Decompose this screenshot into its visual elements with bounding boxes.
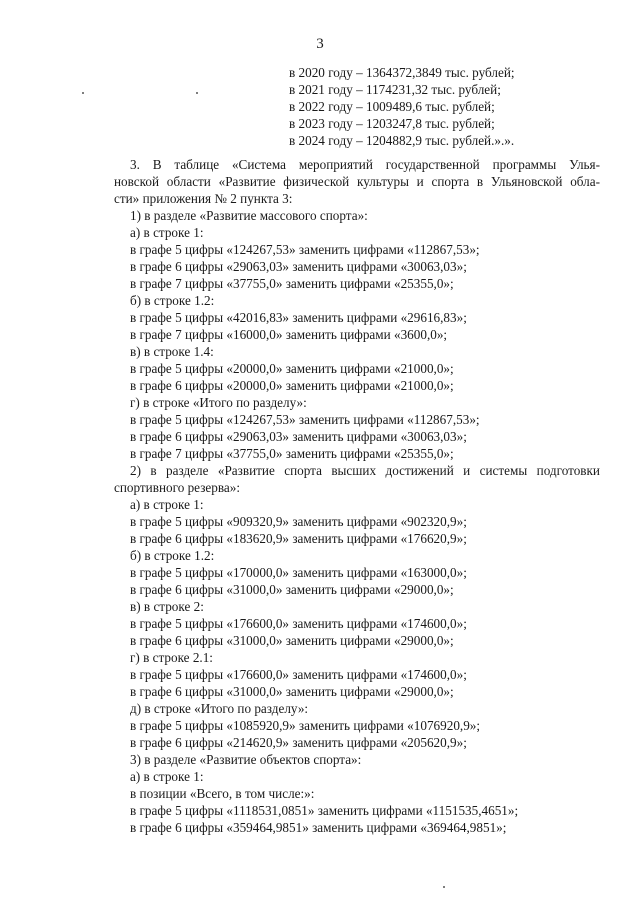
section-heading: 1) в разделе «Развитие массового спорта»: xyxy=(130,208,368,223)
amendment-line: в графе 5 цифры «124267,53» заменить цифрами «112867,53»; xyxy=(130,412,480,427)
row-heading: д) в строке «Итого по разделу»: xyxy=(130,701,309,716)
amendment-line: в графе 5 цифры «1118531,0851» заменить цифрами «1151535,4651»; xyxy=(130,803,519,818)
row-heading: г) в строке «Итого по разделу»: xyxy=(130,395,307,410)
row-heading: б) в строке 1.2: xyxy=(130,293,215,308)
amendment-line: в графе 6 цифры «183620,9» заменить цифрами «176620,9»; xyxy=(130,531,467,546)
paragraph-3-line-2: новской области «Развитие физической культуры и спорта в Ульяновской обла- xyxy=(114,174,600,189)
section-heading: 2) в разделе «Развитие спорта высших достижений и системы подготовки xyxy=(130,463,600,478)
scan-speck xyxy=(443,886,445,888)
row-heading: в) в строке 1.4: xyxy=(130,344,214,359)
amendment-line: в графе 5 цифры «176600,0» заменить цифрами «174600,0»; xyxy=(130,616,467,631)
scan-speck xyxy=(196,92,198,94)
year-line: в 2020 году – 1364372,3849 тыс. рублей; xyxy=(289,65,515,80)
amendment-line: в графе 6 цифры «31000,0» заменить цифрами «29000,0»; xyxy=(130,633,454,648)
amendment-line: в графе 5 цифры «42016,83» заменить цифрами «29616,83»; xyxy=(130,310,467,325)
year-line: в 2023 году – 1203247,8 тыс. рублей; xyxy=(289,116,495,131)
year-line: в 2021 году – 1174231,32 тыс. рублей; xyxy=(289,82,501,97)
row-heading: в) в строке 2: xyxy=(130,599,204,614)
amendment-line: в графе 7 цифры «37755,0» заменить цифрами «25355,0»; xyxy=(130,276,454,291)
page-number: 3 xyxy=(316,36,324,52)
amendment-line: в графе 6 цифры «29063,03» заменить цифрами «30063,03»; xyxy=(130,429,467,444)
year-line: в 2024 году – 1204882,9 тыс. рублей.».». xyxy=(289,133,515,148)
row-heading: б) в строке 1.2: xyxy=(130,548,215,563)
section-heading-cont: спортивного резерва»: xyxy=(114,480,241,495)
paragraph-3-line-1: 3. В таблице «Система мероприятий государственной программы Улья- xyxy=(130,157,600,172)
amendment-line: в графе 6 цифры «31000,0» заменить цифрами «29000,0»; xyxy=(130,684,454,699)
row-heading: а) в строке 1: xyxy=(130,497,204,512)
amendment-line: в графе 6 цифры «29063,03» заменить цифрами «30063,03»; xyxy=(130,259,467,274)
amendment-line: в графе 7 цифры «37755,0» заменить цифрами «25355,0»; xyxy=(130,446,454,461)
amendment-line: в графе 5 цифры «20000,0» заменить цифрами «21000,0»; xyxy=(130,361,454,376)
amendment-line: в графе 6 цифры «214620,9» заменить цифрами «205620,9»; xyxy=(130,735,467,750)
amendment-line: в графе 5 цифры «1085920,9» заменить цифрами «1076920,9»; xyxy=(130,718,481,733)
amendment-line: в графе 6 цифры «31000,0» заменить цифрами «29000,0»; xyxy=(130,582,454,597)
row-heading: а) в строке 1: xyxy=(130,769,204,784)
scan-speck xyxy=(82,92,84,94)
amendment-line: в графе 5 цифры «909320,9» заменить цифрами «902320,9»; xyxy=(130,514,467,529)
amendment-line: в графе 5 цифры «170000,0» заменить цифрами «163000,0»; xyxy=(130,565,467,580)
year-line: в 2022 году – 1009489,6 тыс. рублей; xyxy=(289,99,495,114)
row-heading: а) в строке 1: xyxy=(130,225,204,240)
amendment-line: в графе 5 цифры «124267,53» заменить цифрами «112867,53»; xyxy=(130,242,480,257)
paragraph-3-line-3: сти» приложения № 2 пункта 3: xyxy=(114,191,293,206)
row-heading: г) в строке 2.1: xyxy=(130,650,213,665)
amendment-line: в графе 5 цифры «176600,0» заменить цифрами «174600,0»; xyxy=(130,667,467,682)
amendment-line: в графе 7 цифры «16000,0» заменить цифрами «3600,0»; xyxy=(130,327,448,342)
amendment-line: в графе 6 цифры «359464,9851» заменить цифрами «369464,9851»; xyxy=(130,820,507,835)
amendment-line: в графе 6 цифры «20000,0» заменить цифрами «21000,0»; xyxy=(130,378,454,393)
section-heading: 3) в разделе «Развитие объектов спорта»: xyxy=(130,752,362,767)
position-heading: в позиции «Всего, в том числе:»: xyxy=(130,786,315,801)
